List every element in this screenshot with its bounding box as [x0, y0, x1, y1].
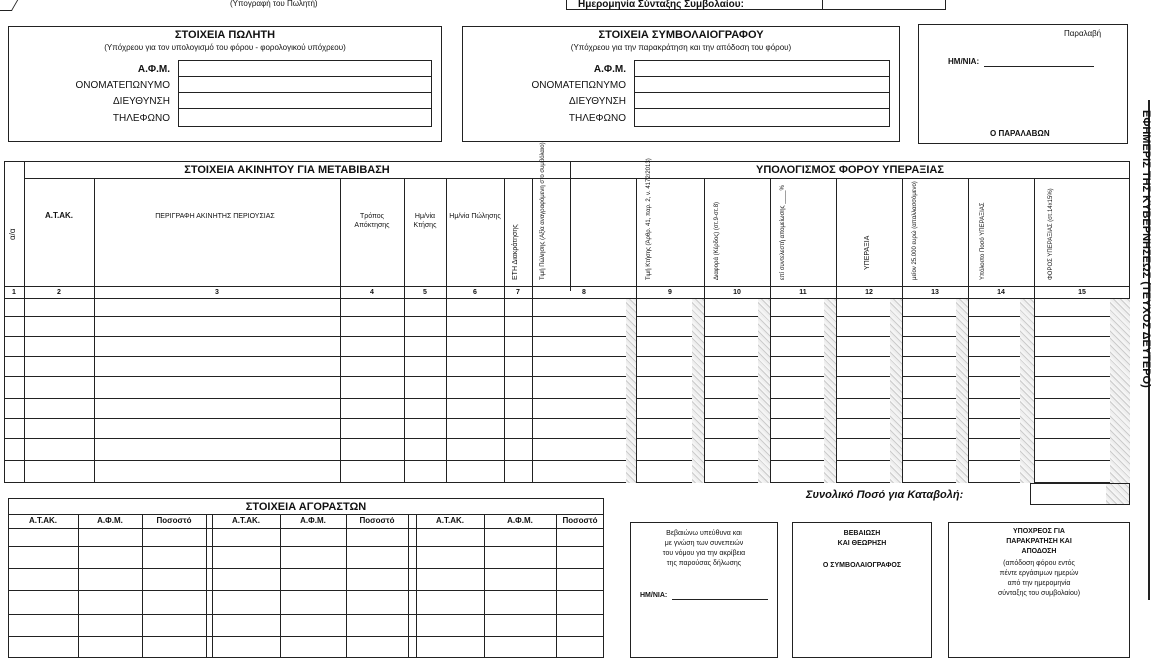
receipt-date-label: ΗΜ/ΝΙΑ: [948, 57, 980, 66]
number-row-line [4, 286, 1130, 287]
col-num-1: 1 [12, 289, 16, 296]
top-corner-mark [0, 0, 18, 11]
col-num-5: 5 [423, 289, 427, 296]
buyers-header-afm-3: Α.Φ.Μ. [507, 516, 533, 525]
col-atak-header: Α.Τ.ΑΚ. [44, 211, 73, 220]
col-aa-header: α/α [8, 228, 17, 240]
col-14-header: Υπόλοιπο Ποσό ΥΠΕΡΑΞΙΑΣ [980, 202, 986, 280]
buyers-header-pct-1: Ποσοστό [156, 516, 192, 525]
verification-line-2: ΚΑΙ ΘΕΩΡΗΣΗ [837, 540, 887, 547]
notary-subtitle: (Υπόχρεου για την παρακράτηση και την απόδοση του φόρου) [570, 43, 792, 52]
shade-col-12 [890, 299, 902, 483]
buyers-col-line [346, 514, 347, 658]
notary-address-label: ΔΙΕΥΘΥΝΣΗ [569, 96, 626, 107]
seller-subtitle: (Υπόχρεου για τον υπολογισμό του φόρου - φορολογικού υπόχρεου) [104, 43, 346, 52]
notary-title: ΣΤΟΙΧΕΙΑ ΣΥΜΒΟΛΑΙΟΓΡΑΦΟΥ [598, 29, 764, 41]
top-left-caption: (Υπογραφή του Πωλητή) [230, 0, 318, 8]
buyers-header-atak-2: Α.Τ.ΑΚ. [231, 516, 260, 525]
declaration-line-3: του νόμου για την ακρίβεια [662, 550, 746, 557]
seller-phone-input[interactable] [178, 108, 432, 127]
declaration-date-line[interactable] [672, 599, 768, 600]
col-num-3: 3 [215, 289, 219, 296]
declaration-line-1: Βεβαιώνω υπεύθυνα και [666, 530, 742, 537]
buyers-row-line [8, 614, 604, 615]
col-date-acq-header: Ημ/νία Κτήσης [413, 213, 437, 230]
receipt-title: Παραλαβή [1064, 29, 1102, 38]
shade-col-13 [956, 299, 968, 483]
total-amount-shade [1106, 484, 1129, 504]
buyers-col-line [78, 514, 79, 658]
notary-afm-input[interactable] [634, 60, 890, 77]
col-years-header: ΕΤΗ Διακράτησης [512, 224, 519, 280]
col-8-header: Τιμή Πώλησης (Αξία αναγραφόμενη στο συμβόλαιο) [540, 142, 546, 280]
buyers-header-pct-3: Ποσοστό [562, 516, 598, 525]
col-num-8: 8 [582, 289, 586, 296]
obligation-line-3: ΑΠΟΔΟΣΗ [1021, 548, 1057, 555]
property-title: ΣΤΟΙΧΕΙΑ ΑΚΙΝΗΤΟΥ ΓΙΑ ΜΕΤΑΒΙΒΑΣΗ [184, 164, 390, 176]
col-num-6: 6 [473, 289, 477, 296]
obligation-line-4: (απόδοση φόρου εντός [1003, 560, 1075, 567]
col-10-header: Διαφορά (Κέρδος) (στ.9-στ.8) [714, 201, 720, 280]
seller-afm-input[interactable] [178, 60, 432, 77]
buyers-row-line [8, 546, 604, 547]
col-num-7: 7 [516, 289, 520, 296]
notary-name-input[interactable] [634, 76, 890, 93]
shade-col-15 [1110, 299, 1130, 483]
verification-line-1: ΒΕΒΑΙΩΣΗ [843, 530, 881, 537]
obligation-line-2: ΠΑΡΑΚΡΑΤΗΣΗ ΚΑΙ [1006, 538, 1072, 545]
col-num-13: 13 [931, 289, 939, 296]
buyers-row-line [8, 590, 604, 591]
col-num-11: 11 [799, 289, 807, 296]
col-num-15: 15 [1078, 289, 1086, 296]
obligation-line-5: πέντε εργάσιμων ημερών [999, 570, 1079, 577]
col-15-header: ΦΟΡΟΣ ΥΠΕΡΑΞΙΑΣ (στ.14x15%) [1048, 188, 1054, 280]
col-line-1 [24, 161, 25, 483]
buyers-header-atak-3: Α.Τ.ΑΚ. [435, 516, 464, 525]
contract-date-divider [822, 0, 823, 10]
declaration-date-label: ΗΜ/ΝΙΑ: [640, 592, 668, 599]
side-caption: ΕΦΗΜΕΡΙΣ ΤΗΣ ΚΥΒΕΡΝΗΣΕΩΣ (ΤΕΥΧΟΣ ΔΕΥΤΕΡΟ) [1140, 110, 1152, 388]
contract-date-label: Ημερομηνία Σύνταξης Συμβολαίου: [578, 0, 744, 10]
buyers-header-afm-1: Α.Φ.Μ. [97, 516, 123, 525]
tax-title: ΥΠΟΛΟΓΙΣΜΟΣ ΦΟΡΟΥ ΥΠΕΡΑΞΙΑΣ [756, 164, 944, 176]
col-13-header: μείον 25.000 ευρώ (απαλλασσόμενο) [912, 181, 918, 280]
buyers-header-line [8, 528, 604, 529]
col-num-9: 9 [668, 289, 672, 296]
declaration-line-4: της παρούσας δήλωσης [666, 560, 742, 567]
col-desc-header: ΠΕΡΙΓΡΑΦΗ ΑΚΙΝΗΤΗΣ ΠΕΡΙΟΥΣΙΑΣ [155, 213, 275, 220]
notary-phone-label: ΤΗΛΕΦΩΝΟ [568, 113, 626, 124]
seller-address-input[interactable] [178, 92, 432, 109]
receipt-date-line[interactable] [984, 66, 1094, 67]
total-label: Συνολικό Ποσό για Καταβολή: [806, 489, 964, 501]
buyers-header-afm-2: Α.Φ.Μ. [300, 516, 326, 525]
buyers-col-line [212, 514, 213, 658]
seller-name-label: ΟΝΟΜΑΤΕΠΩΝΥΜΟ [75, 80, 170, 91]
buyers-col-line [142, 514, 143, 658]
seller-phone-label: ΤΗΛΕΦΩΝΟ [112, 113, 170, 124]
shade-col-14 [1020, 299, 1034, 483]
seller-address-label: ΔΙΕΥΘΥΝΣΗ [113, 96, 170, 107]
col-way-header: Τρόπος Απόκτησης [354, 213, 390, 230]
buyers-title: ΣΤΟΙΧΕΙΑ ΑΓΟΡΑΣΤΩΝ [245, 501, 367, 513]
property-tax-divider [570, 161, 571, 291]
buyers-col-line [206, 514, 207, 658]
buyers-col-line [556, 514, 557, 658]
notary-address-input[interactable] [634, 92, 890, 109]
col-num-4: 4 [370, 289, 374, 296]
buyers-col-line [408, 514, 409, 658]
col-num-2: 2 [57, 289, 61, 296]
declaration-line-2: με γνώση των συνεπειών [664, 540, 744, 547]
col-12-header: ΥΠΕΡΑΞΙΑ [864, 235, 871, 270]
receipt-receiver: Ο ΠΑΡΑΛΑΒΩΝ [990, 129, 1050, 138]
buyers-row-line [8, 568, 604, 569]
seller-title: ΣΤΟΙΧΕΙΑ ΠΩΛΗΤΗ [174, 29, 276, 41]
col-11-header: επί συντελεστή απομείωσης ____% [780, 185, 786, 280]
notary-afm-label: Α.Φ.Μ. [593, 64, 626, 75]
col-num-14: 14 [997, 289, 1005, 296]
buyers-title-line [8, 514, 604, 515]
seller-afm-label: Α.Φ.Μ. [137, 64, 170, 75]
col-num-10: 10 [733, 289, 741, 296]
notary-name-label: ΟΝΟΜΑΤΕΠΩΝΥΜΟ [531, 80, 626, 91]
buyers-header-atak-1: Α.Τ.ΑΚ. [28, 516, 57, 525]
seller-name-input[interactable] [178, 76, 432, 93]
buyers-row-line [8, 636, 604, 637]
shade-col-11 [824, 299, 836, 483]
col-date-sale-header: Ημ/νία Πώλησης [449, 213, 501, 220]
buyers-header-pct-2: Ποσοστό [359, 516, 395, 525]
col-num-12: 12 [865, 289, 873, 296]
shade-col-8 [626, 299, 636, 483]
obligation-line-6: από την ημερομηνία [1007, 580, 1071, 587]
buyers-col-line [416, 514, 417, 658]
property-title-line [24, 178, 1130, 179]
shade-col-10 [758, 299, 770, 483]
shade-col-9 [692, 299, 704, 483]
obligation-line-1: ΥΠΟΧΡΕΟΣ ΓΙΑ [1013, 528, 1065, 535]
verification-line-3: Ο ΣΥΜΒΟΛΑΙΟΓΡΑΦΟΣ [822, 562, 902, 569]
buyers-col-line [484, 514, 485, 658]
receipt-block [918, 24, 1128, 144]
notary-phone-input[interactable] [634, 108, 890, 127]
obligation-line-7: σύνταξης του συμβολαίου) [997, 590, 1081, 597]
col-9-header: Τιμή Κτήσης (Άρθρ. 41, παρ. 2, ν. 4172/2013) [646, 158, 652, 280]
buyers-col-line [280, 514, 281, 658]
